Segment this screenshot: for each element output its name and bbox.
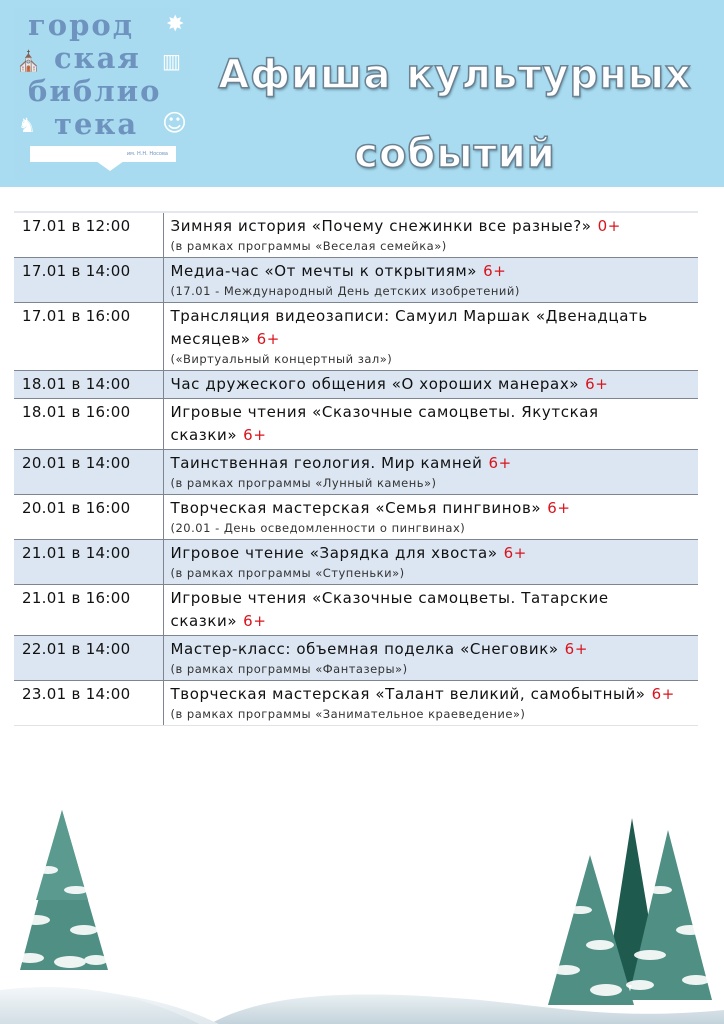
event-note: (20.01 - День осведомленности о пингвинах) bbox=[170, 521, 466, 535]
event-info bbox=[163, 399, 698, 450]
event-title bbox=[171, 587, 699, 633]
age-rating-badge: 6+ bbox=[483, 262, 507, 280]
event-date: 22.01 в 14:00 bbox=[14, 636, 163, 681]
age-rating-badge: 6+ bbox=[503, 544, 527, 562]
event-date: 20.01 в 16:00 bbox=[14, 495, 163, 540]
event-title bbox=[171, 542, 699, 565]
event-date: 18.01 в 14:00 bbox=[14, 371, 163, 399]
event-title bbox=[171, 638, 699, 661]
event-info bbox=[163, 258, 698, 303]
event-title bbox=[171, 373, 699, 396]
event-note: (в рамках программы «Ступеньки») bbox=[170, 566, 405, 580]
age-rating-badge: 6+ bbox=[256, 330, 280, 348]
table-row bbox=[14, 371, 698, 399]
age-rating-badge: 0+ bbox=[597, 217, 621, 235]
age-rating-badge: 6+ bbox=[243, 426, 267, 444]
header-banner bbox=[0, 0, 724, 187]
event-date: 21.01 в 14:00 bbox=[14, 540, 163, 585]
age-rating-badge: 6+ bbox=[564, 640, 588, 658]
age-rating-badge: 6+ bbox=[585, 375, 609, 393]
table-row bbox=[14, 636, 698, 681]
smiley-icon: ☺ bbox=[162, 109, 188, 137]
event-date: 17.01 в 14:00 bbox=[14, 258, 163, 303]
event-info bbox=[163, 681, 698, 726]
event-info bbox=[163, 495, 698, 540]
event-title bbox=[171, 452, 699, 475]
age-rating-badge: 6+ bbox=[547, 499, 571, 517]
events-table bbox=[14, 211, 698, 726]
event-date: 17.01 в 12:00 bbox=[14, 212, 163, 258]
library-logo bbox=[14, 8, 190, 180]
table-row bbox=[14, 495, 698, 540]
event-title-text: Час дружеского общения «О хороших манерах» bbox=[170, 375, 580, 393]
winter-scene bbox=[0, 780, 724, 1024]
event-info bbox=[163, 371, 698, 399]
event-date: 21.01 в 16:00 bbox=[14, 585, 163, 636]
event-date: 18.01 в 16:00 bbox=[14, 399, 163, 450]
logo-line-3: библио bbox=[28, 74, 162, 108]
event-date: 20.01 в 14:00 bbox=[14, 450, 163, 495]
church-icon: ⛪ bbox=[16, 49, 41, 73]
event-title-text: Игровые чтения «Сказочные самоцветы. Якутская сказки» bbox=[170, 403, 599, 444]
open-book-icon bbox=[96, 161, 124, 171]
table-row bbox=[14, 450, 698, 495]
table-row bbox=[14, 540, 698, 585]
event-note: (в рамках программы «Занимательное краеведение») bbox=[170, 707, 526, 721]
table-row bbox=[14, 258, 698, 303]
event-title-text: Таинственная геология. Мир камней bbox=[170, 454, 483, 472]
event-info bbox=[163, 636, 698, 681]
event-note: (в рамках программы «Фантазеры») bbox=[170, 662, 408, 676]
table-row bbox=[14, 303, 698, 371]
table-row bbox=[14, 681, 698, 726]
logo-line-2: ская bbox=[54, 41, 141, 75]
books-icon: ▥ bbox=[162, 49, 181, 73]
table-row bbox=[14, 585, 698, 636]
logo-subtitle: им. Н.Н. Носова bbox=[30, 146, 176, 162]
event-title-text: Мастер-класс: объемная поделка «Снеговик» bbox=[170, 640, 559, 658]
event-info bbox=[163, 303, 698, 371]
age-rating-badge: 6+ bbox=[243, 612, 267, 630]
table-row bbox=[14, 212, 698, 258]
event-title bbox=[171, 305, 699, 351]
event-note: (17.01 - Международный День детских изобретений) bbox=[170, 284, 520, 298]
logo-line-1: город bbox=[28, 8, 135, 42]
event-title-text: Игровые чтения «Сказочные самоцветы. Татарские сказки» bbox=[170, 589, 609, 630]
table-row bbox=[14, 399, 698, 450]
star-icon: ✸ bbox=[166, 12, 185, 37]
event-title-text: Творческая мастерская «Семья пингвинов» bbox=[170, 499, 542, 517]
event-title-text: Медиа-час «От мечты к открытиям» bbox=[170, 262, 478, 280]
event-date: 17.01 в 16:00 bbox=[14, 303, 163, 371]
event-title-text: Зимняя история «Почему снежинки все разные?» bbox=[170, 217, 592, 235]
logo-line-4: тека bbox=[54, 107, 139, 141]
age-rating-badge: 6+ bbox=[488, 454, 512, 472]
event-title bbox=[171, 401, 699, 447]
title-line-2: событий bbox=[354, 131, 556, 177]
event-info bbox=[163, 540, 698, 585]
event-note: («Виртуальный концертный зал») bbox=[170, 352, 393, 366]
event-title-text: Творческая мастерская «Талант великий, самобытный» bbox=[170, 685, 646, 703]
event-title-text: Игровое чтение «Зарядка для хвоста» bbox=[170, 544, 498, 562]
age-rating-badge: 6+ bbox=[651, 685, 675, 703]
event-title bbox=[171, 683, 699, 706]
event-title bbox=[171, 497, 699, 520]
event-title-text: Трансляция видеозаписи: Самуил Маршак «Двенадцать месяцев» bbox=[170, 307, 648, 348]
event-info bbox=[163, 585, 698, 636]
event-title bbox=[171, 215, 699, 238]
event-date: 23.01 в 14:00 bbox=[14, 681, 163, 726]
event-title bbox=[171, 260, 699, 283]
dog-icon: ♞ bbox=[18, 113, 36, 137]
event-info bbox=[163, 450, 698, 495]
event-info bbox=[163, 212, 698, 258]
title-line-1: Афиша культурных bbox=[218, 52, 692, 98]
event-note: (в рамках программы «Веселая семейка») bbox=[170, 239, 447, 253]
event-note: (в рамках программы «Лунный камень») bbox=[170, 476, 437, 490]
